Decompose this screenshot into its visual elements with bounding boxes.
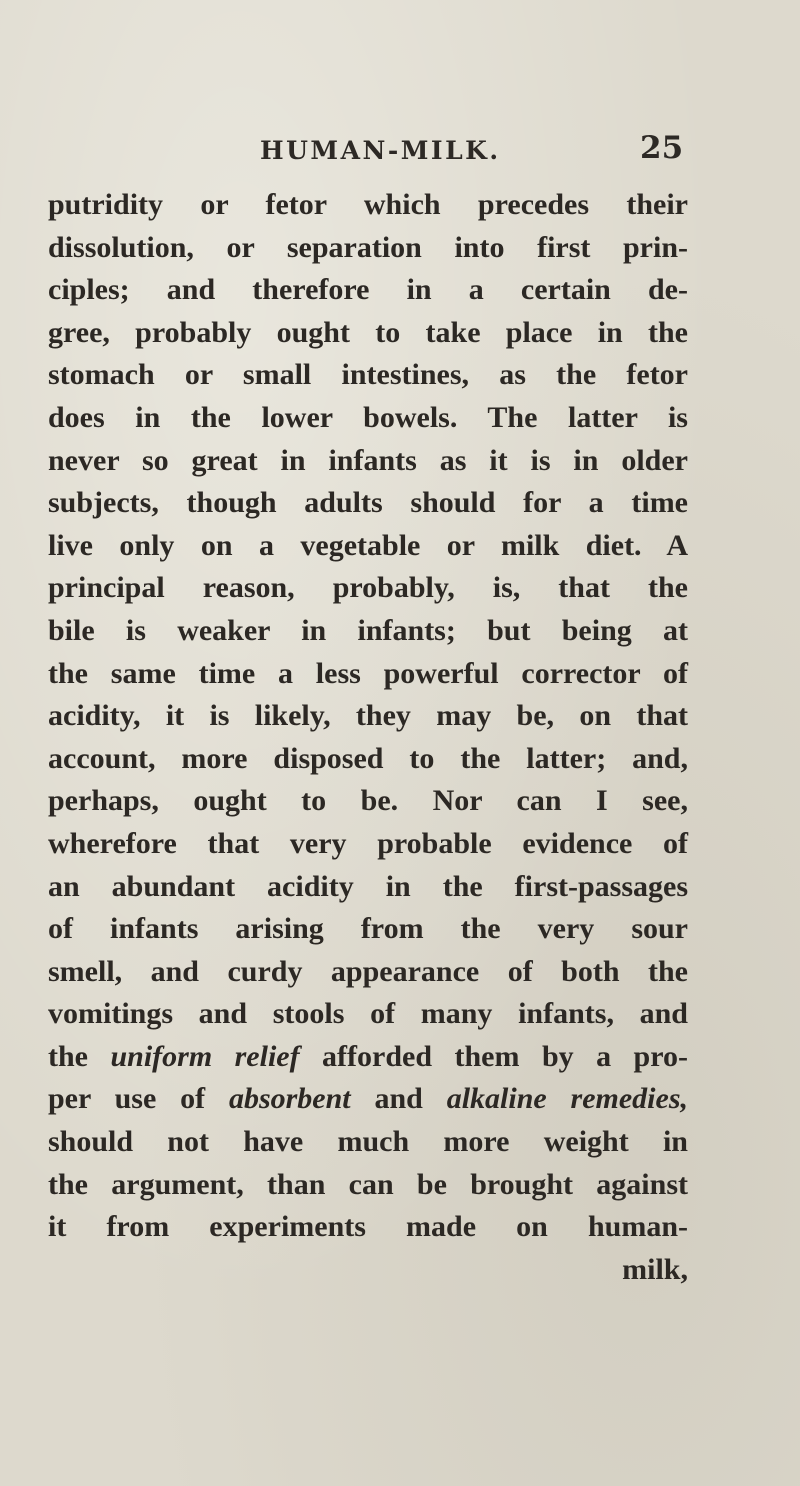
text-line: the argument, than can be brought against [48, 1167, 688, 1201]
italic-phrase: absorbent [228, 1082, 351, 1116]
text-line: bile is weaker in infants; but being at [48, 613, 688, 647]
text-line: acidity, it is likely, they may be, on that [48, 699, 688, 733]
text-run: the [48, 1039, 111, 1073]
text-run: afforded them by a pro- [299, 1039, 688, 1073]
text-line: perhaps, ought to be. Nor can I see, [48, 784, 688, 818]
text-line: an abundant acidity in the first-passages [48, 869, 688, 903]
text-line: of infants arising from the very sour [48, 912, 688, 946]
text-line: vomitings and stools of many infants, and [48, 997, 688, 1031]
text-line: live only on a vegetable or milk diet. A [48, 528, 688, 562]
text-run: and [350, 1082, 447, 1116]
text-line: it from experiments made on human- [48, 1210, 688, 1244]
text-line: wherefore that very probable evidence of [48, 826, 688, 860]
text-line: the same time a less powerful corrector of [48, 656, 688, 690]
text-line: smell, and curdy appearance of both the [48, 954, 688, 988]
text-line: putridity or fetor which precedes their [48, 188, 688, 221]
text-line: ciples; and therefore in a certain de- [48, 273, 688, 307]
text-line: gree, probably ought to take place in the [48, 315, 688, 349]
text-line: should not have much more weight in [48, 1125, 688, 1159]
text-line: stomach or small intestines, as the fetor [48, 358, 688, 392]
italic-phrase: alkaline remedies, [446, 1082, 688, 1116]
text-run: per use of [48, 1082, 229, 1116]
text-line: never so great in infants as it is in older [48, 443, 688, 477]
page-number: 25 [640, 130, 684, 166]
running-header [0, 130, 800, 176]
text-line: subjects, though adults should for a time [48, 486, 688, 520]
text-line: dissolution, or separation into first prin- [48, 230, 688, 264]
running-title: HUMAN-MILK. [260, 136, 501, 165]
text-line: does in the lower bowels. The latter is [48, 400, 688, 434]
text-line: account, more disposed to the latter; and, [48, 741, 688, 775]
italic-phrase: uniform relief [110, 1039, 300, 1073]
catchword: milk, [622, 1252, 688, 1286]
text-line [48, 1036, 688, 1079]
text-line: principal reason, probably, is, that the [48, 571, 688, 605]
text-line [48, 1078, 688, 1121]
body-text [48, 184, 688, 1291]
